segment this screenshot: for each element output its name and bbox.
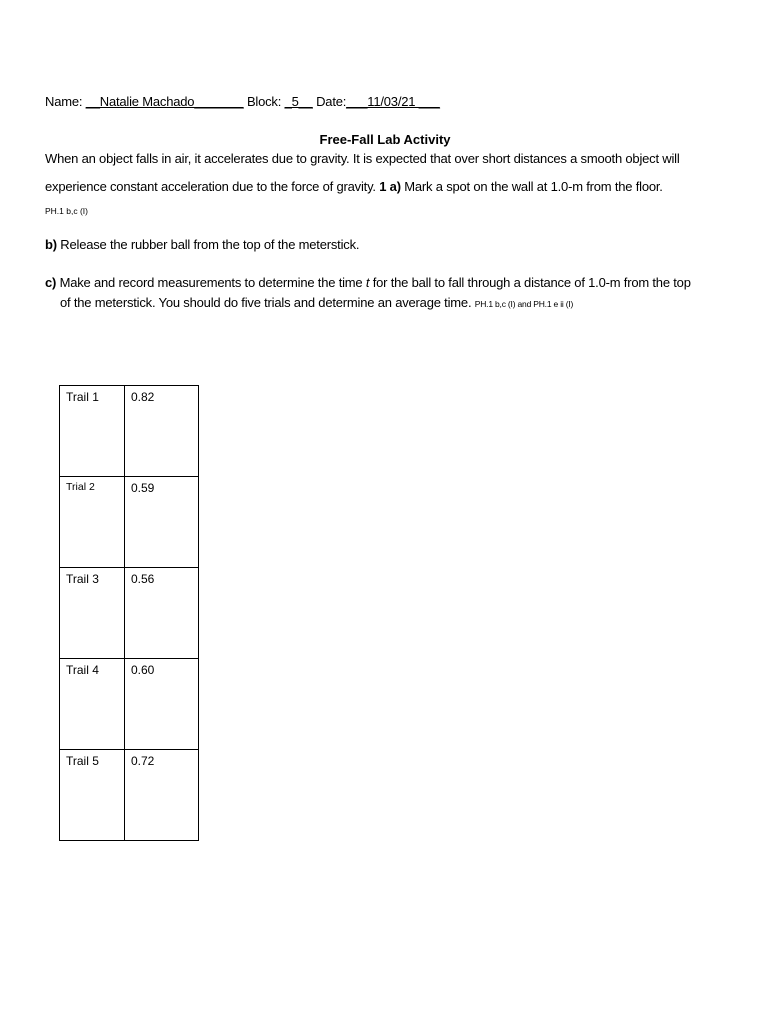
intro-line-2	[45, 179, 663, 194]
step-c-text-3: of the meterstick. You should do five trials and determine an average time.	[60, 295, 475, 310]
table-row	[60, 477, 199, 568]
intro-line-2-end: Mark a spot on the wall at 1.0-m from the floor.	[400, 179, 663, 194]
page-title: Free-Fall Lab Activity	[319, 132, 451, 147]
step-c-text-1: Make and record measurements to determine the time	[56, 275, 366, 290]
standard-ref-1: PH.1 b,c (I)	[45, 206, 88, 216]
step-c	[45, 275, 691, 290]
step-b-label: b)	[45, 237, 57, 252]
step-b	[45, 237, 359, 252]
table-row	[60, 568, 199, 659]
intro-line-2-start: experience constant acceleration due to the force of gravity.	[45, 179, 380, 194]
trial-value-cell: 0.59	[125, 477, 199, 568]
date-label: Date:	[312, 94, 347, 109]
block-label: Block:	[243, 94, 285, 109]
trials-table	[59, 385, 199, 841]
table-row	[60, 750, 199, 841]
step-c-text-2: for the ball to fall through a distance of 1.0-m from the top	[369, 275, 691, 290]
trial-name-cell: Trail 4	[60, 659, 125, 750]
step-c-label: c)	[45, 275, 57, 290]
trial-value-cell: 0.72	[125, 750, 199, 841]
block-value: _5__	[284, 94, 313, 109]
name-value: __Natalie Machado_______	[85, 94, 244, 109]
intro-line-1: When an object falls in air, it accelerates due to gravity. It is expected that over short distances a smooth object will	[45, 151, 680, 166]
step-1a-label: 1 a)	[379, 179, 401, 194]
table-row	[60, 386, 199, 477]
trial-value-cell: 0.60	[125, 659, 199, 750]
date-value: ___11/03/21 ___	[346, 94, 440, 109]
step-c-line-2	[60, 295, 573, 310]
trial-name-cell: Trail 5	[60, 750, 125, 841]
standard-ref-2: PH.1 b,c (I) and PH.1 e ii (I)	[474, 299, 574, 309]
header-line	[45, 94, 440, 109]
trial-value-cell: 0.56	[125, 568, 199, 659]
name-label: Name:	[45, 94, 86, 109]
trial-name-cell: Trail 3	[60, 568, 125, 659]
table-row	[60, 659, 199, 750]
trial-value-cell: 0.82	[125, 386, 199, 477]
step-c-variable-t: t	[365, 275, 370, 290]
trial-name-cell: Trial 2	[60, 477, 125, 568]
trial-name-cell: Trail 1	[60, 386, 125, 477]
step-b-text: Release the rubber ball from the top of the meterstick.	[56, 237, 360, 252]
